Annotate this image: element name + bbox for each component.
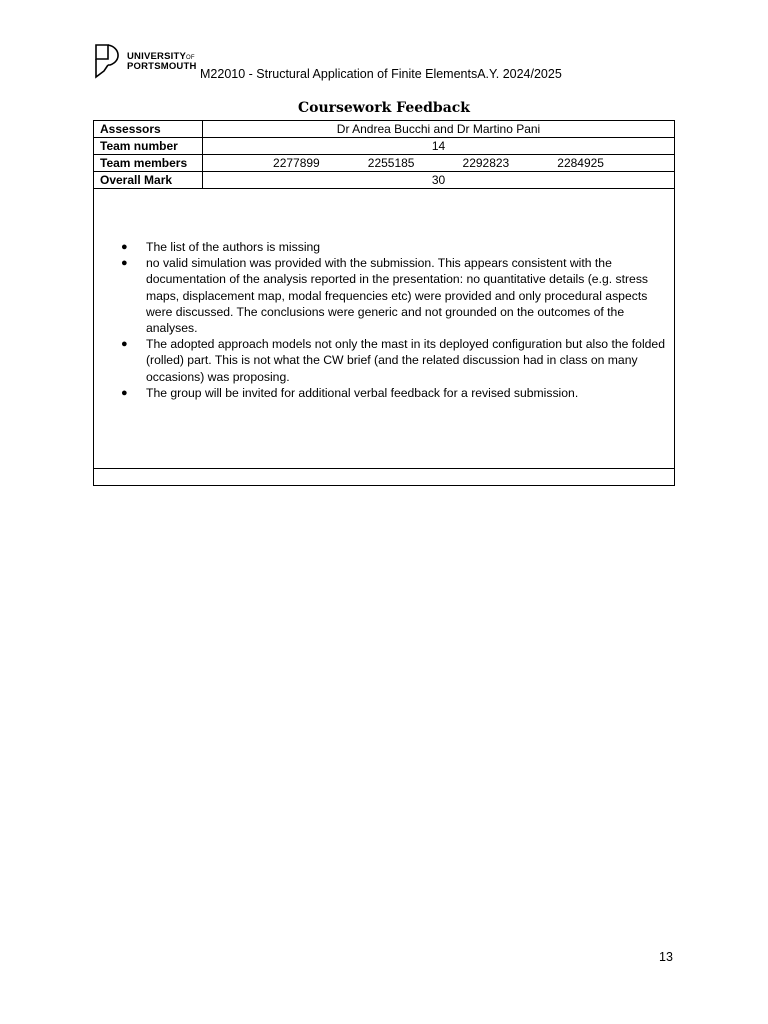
team-number-value: 14 — [203, 138, 675, 155]
feedback-list — [121, 239, 669, 401]
team-number-label: Team number — [94, 138, 203, 155]
logo-text-university: UNIVERSITYOF — [127, 51, 195, 62]
team-members-label: Team members — [94, 155, 203, 172]
feedback-item: ● no valid simulation was provided with the submission. This appears consistent with the documentation of the analysis reported in the presentation: no quantitative details (e.g. stress maps, displacement map, modal frequencies etc) were provided and only procedural aspects were discussed. The conclusions were generic and not grounded on the outcomes of the analyses. — [121, 256, 649, 336]
assessors-label: Assessors — [94, 121, 203, 138]
bullet-icon: ● — [121, 386, 128, 399]
page-title: Coursework Feedback — [297, 100, 471, 116]
team-members-row — [94, 155, 675, 172]
bullet-icon: ● — [121, 241, 128, 253]
bullet-icon: ● — [121, 338, 128, 351]
feedback-item: ● The group will be invited for additional verbal feedback for a revised submission. — [121, 385, 579, 400]
info-table — [93, 120, 675, 189]
university-logo — [93, 42, 203, 82]
feedback-item: ● The adopted approach models not only the mast in its deployed configuration but also the folded (rolled) part. This is not what the CW brief (and the related discussion had in class on many occasions) was proposing. — [121, 337, 665, 384]
team-member-id: 2284925 — [557, 156, 604, 170]
portsmouth-logo-icon — [94, 43, 124, 81]
feedback-footer-row — [93, 468, 675, 486]
overall-mark-label: Overall Mark — [94, 172, 203, 189]
assessors-value: Dr Andrea Bucchi and Dr Martino Pani — [203, 121, 675, 138]
bullet-icon: ● — [121, 257, 128, 270]
feedback-item: ● The list of the authors is missing — [121, 240, 321, 254]
team-member-id: 2255185 — [367, 156, 415, 170]
page-header — [93, 42, 693, 82]
team-member-id: 2292823 — [462, 156, 510, 170]
logo-text-portsmouth: PORTSMOUTH — [127, 61, 197, 72]
course-title: M22010 - Structural Application of Finite ElementsA.Y. 2024/2025 — [200, 67, 562, 81]
team-member-id: 2277899 — [273, 156, 320, 170]
page-number: 13 — [659, 950, 673, 964]
overall-mark-value: 30 — [203, 172, 675, 189]
overall-mark-row — [94, 172, 675, 189]
assessors-row — [94, 121, 675, 138]
team-number-row — [94, 138, 675, 155]
team-members-value — [203, 155, 675, 172]
